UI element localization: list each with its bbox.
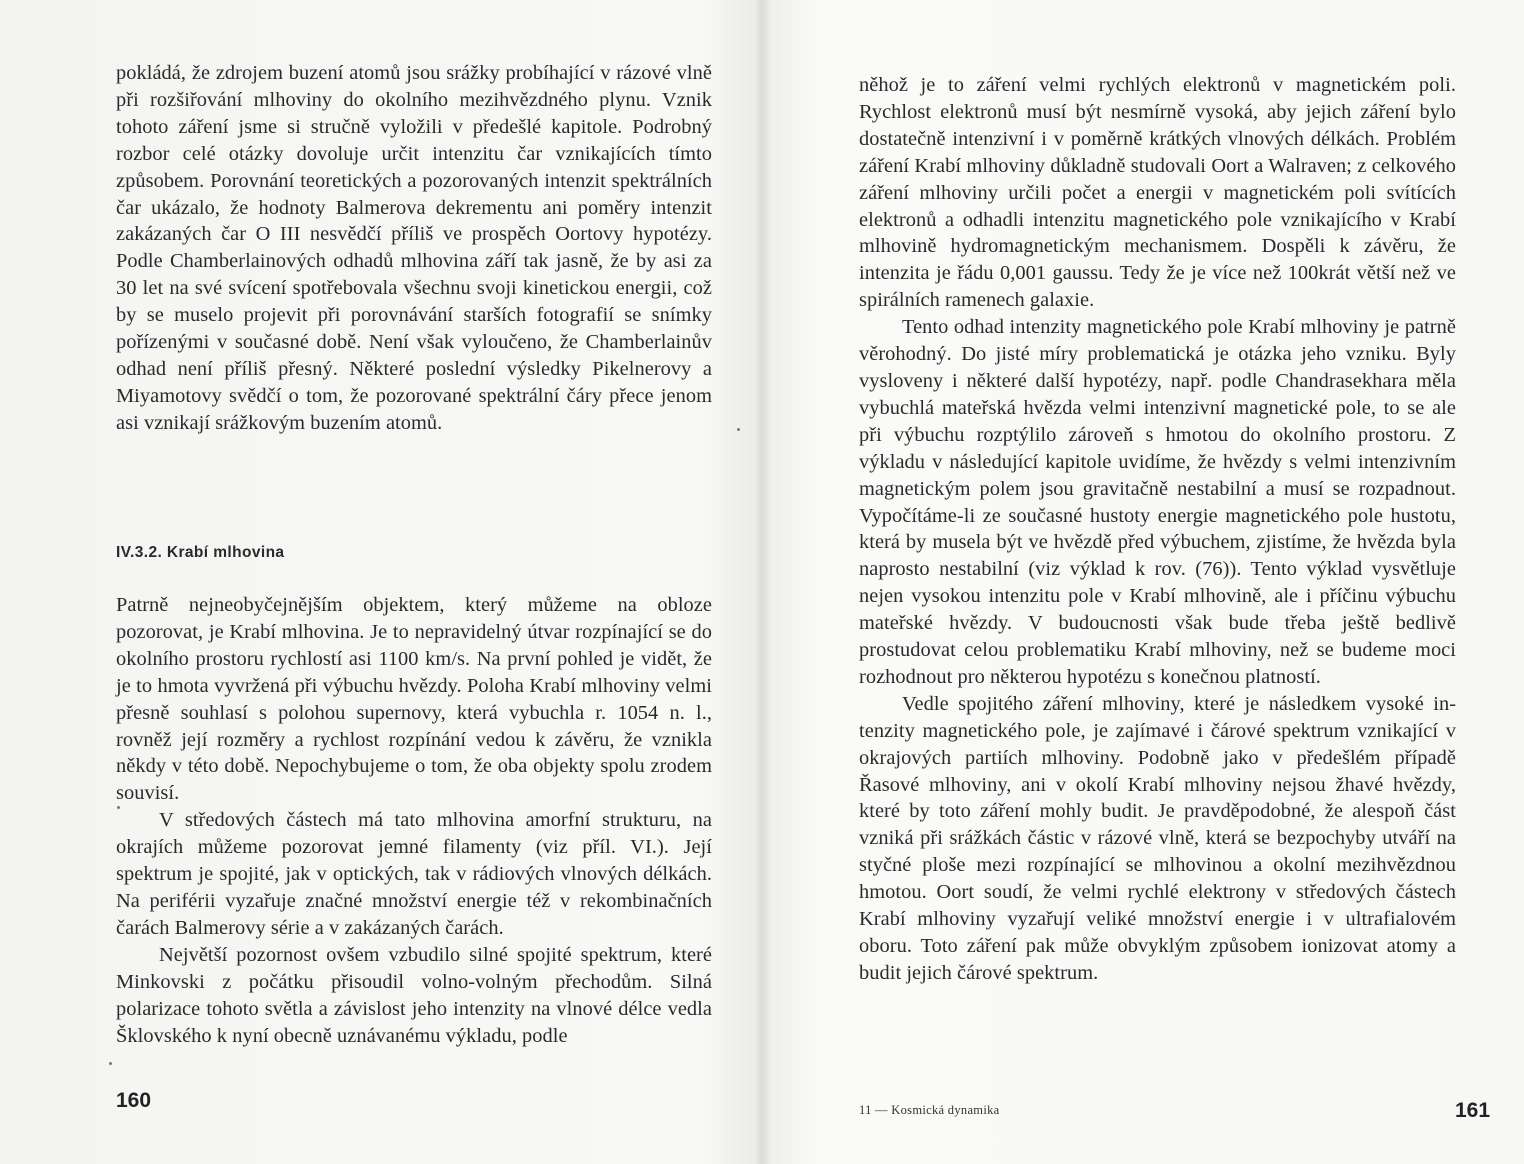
paragraph: Tento odhad intenzity magnetického pole Krabí mlhoviny je patrně věrohodný. Do jisté míry problematická je otázka jeho vzniku. Byly vysloveny i některé další hypotézy, např. podle Chandrasekhara měla vybuchlá mateřská hvězda velmi intenzivní magnetické pole, to se ale při výbuchu rozptýlilo zároveň s hmotou do okolního prostoru. Z výkladu v následující kapitole uvidíme, že hvězdy s velmi intenzivním magnetickým polem jsou gravitačně nestabilní a musí se rozpadnout. Vypočítáme-li ze současné hustoty energie magnetického pole hustotu, která by musela být ve hvězdě před výbuchem, zjistíme, že hvězda byla naprosto nestabilní (viz výklad k rov. (76)). Tento výklad vysvětluje nejen vysokou intenzitu pole v Krabí mlhovině, ale i příčinu výbuchu mateřské hvězdy. V budoucnosti však bude třeba ještě bedlivě prostudovat celou problematiku Krabí mlhoviny, než se budeme moci rozhodnout pro některou hypotézu s konečnou platností.	[859, 316, 1456, 688]
right-page-text	[859, 72, 1456, 987]
paper-speck	[737, 428, 740, 431]
paragraph: Vedle spojitého záření mlhoviny, které je následkem vysoké intenzity magnetického pole, je zajímavé i čárové spektrum vznikající v okrajových partiích mlhoviny. Podobně jako v předešlém případě Řasové mlhoviny, ani v okolí Krabí mlhoviny nejsou žhavé hvězdy, které by toto záření mohly budit. Je pravděpodobné, že alespoň část vzniká při srážkách částic v rázové vlně, která se bezpochyby utváří na styčné ploše mezi rozpínající se mlhovinou a okolní mezihvězdnou hmotou. Oort soudí, že velmi rychlé elektrony v středových částech Krabí mlhoviny vyzařují veliké množství energie i v ultrafialovém oboru. Toto záření pak může obvyklým způsobem ionizovat atomy a budit jejich čárové spektrum.	[859, 692, 1456, 984]
left-page-text-top	[116, 60, 712, 437]
page-number-left: 160	[116, 1089, 152, 1112]
paragraph: Patrně nejneobyčejnějším objektem, který můžeme na obloze pozorovat, je Krabí mlhovina. Je to nepravidelný útvar rozpínající se do okolního prostoru rychlostí asi 1100 km/s. Na první pohled je vidět, že je to hmota vyvržená při výbuchu hvězdy. Poloha Krabí mlhoviny velmi přesně souhlasí s polohou supernovy, která vybuchla r. 1054 n. l., rovněž její rozměry a rychlost rozpínání vedou k závěru, že vznikla někdy v této době. Nepochybujeme o tom, že oba objekty spolu zrodem souvisí.	[116, 594, 712, 805]
paragraph: V středových částech má tato mlhovina amorfní strukturu, na okrajích můžeme pozorovat jemné filamenty (viz příl. VI.). Její spektrum je spojité, jak v optických, tak v rádiových vlnových délkách. Na periférii vyzařuje značné množství energie též v rekombinačních čarách Balmerovy série a v zakázaných čarách.	[116, 809, 712, 939]
paper-speck	[109, 1062, 112, 1065]
printer-signature: 11 — Kosmická dynamika	[859, 1103, 1000, 1117]
paragraph: něhož je to záření velmi rychlých elektronů v magnetickém poli. Rychlost elektronů musí být nesmírně vysoká, aby jejich záření bylo dostatečně intenzivní i v poměrně krátkých vlnových délkách. Problém záření Krabí mlhoviny důkladně studovali Oort a Walraven; z celkového záření mlhoviny určili počet a energii v magnetickém poli svítících elektronů a odhadli intenzitu magnetického pole vznikajícího v Krabí mlhovině hydromagnetickým mechanismem. Dospěli k závěru, že intenzita je řádu 0,001 gaussu. Tedy že je více než 100krát větší než ve spirálních ramenech galaxie.	[859, 74, 1456, 312]
right-page	[762, 0, 1524, 1164]
left-page-text-bottom	[116, 592, 712, 1049]
paragraph: Největší pozornost ovšem vzbudilo silné spojité spektrum, které Minkovski z počátku přisoudil volno-volným přechodům. Silná polarizace tohoto světla a závislost jeho intenzity na vlnové délce vedla Šklovského k nyní obecně uznávanému výkladu, podle	[116, 943, 712, 1047]
paragraph: pokládá, že zdrojem buzení atomů jsou srážky probíhající v rázové vlně při rozšiřování mlhoviny do okolního mezihvězdného plynu. Vznik tohoto záření jsme si stručně vyložili v předešlé kapitole. Podrobný rozbor celé otázky dovoluje určit intenzitu čar vznikajících tímto způsobem. Porovnání teoretických a pozorovaných intenzit spektrálních čar ukázalo, že hodnoty Balmerova dekrementu ani poměry intenzit zakázaných čar O III nesvědčí příliš ve prospěch Oortovy hypotézy. Podle Chamberlainových odhadů mlhovina září tak jasně, že by asi za 30 let na své svícení spotřebovala všechnu svoji kinetickou energii, což by se muselo projevit při porovnávání starších fotografií se snímky pořízenými v současné době. Není však vyloučeno, že Chamberlainův odhad není příliš přesný. Některé poslední výsledky Pikelnerovy a Miyamotovy svědčí o tom, že pozorované spektrální čáry přece jenom asi vznikají srážkovým buzením atomů.	[116, 62, 712, 434]
page-number-right: 161	[1455, 1099, 1491, 1122]
section-heading: IV.3.2. Krabí mlhovina	[116, 544, 285, 561]
paper-speck	[117, 806, 120, 809]
